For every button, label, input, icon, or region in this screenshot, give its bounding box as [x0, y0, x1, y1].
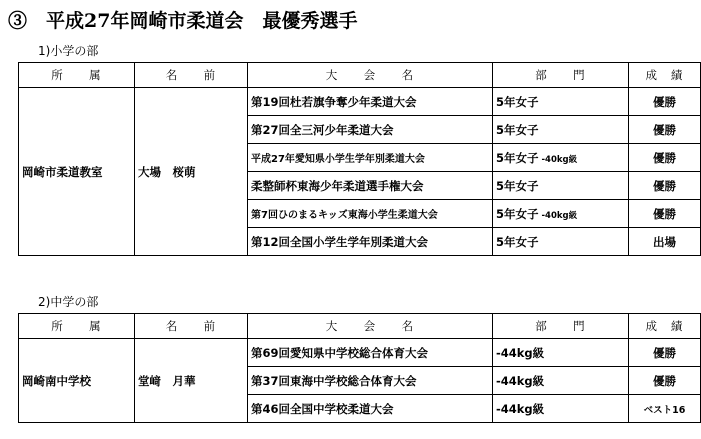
weight-class-text: -40kg級: [541, 154, 578, 165]
table-row: [19, 339, 701, 367]
division-text: 5年女子: [496, 94, 539, 109]
header-row: [19, 63, 701, 88]
header-tournament: 大 会 名: [248, 63, 493, 88]
division-cell: [493, 200, 629, 228]
division-text: 5年女子: [496, 178, 539, 193]
division-cell: -44kg級: [493, 339, 629, 367]
division-cell: -44kg級: [493, 367, 629, 395]
result-cell: ベスト16: [629, 395, 701, 423]
header-result: 成 績: [629, 314, 701, 339]
division-cell: [493, 116, 629, 144]
tournament-cell: 第46回全国中学校柔道大会: [248, 395, 493, 423]
header-name: 名 前: [135, 63, 248, 88]
division-text: 5年女子: [496, 150, 539, 165]
tournament-cell: 柔整師杯東海少年柔道選手権大会: [248, 172, 493, 200]
tournament-cell: 第37回東海中学校総合体育大会: [248, 367, 493, 395]
result-cell: 優勝: [629, 339, 701, 367]
result-cell: 優勝: [629, 144, 701, 172]
result-cell: 優勝: [629, 172, 701, 200]
table-row: [19, 88, 701, 116]
athlete-name-cell: 大場 桜萌: [135, 88, 248, 256]
header-division: 部 門: [493, 314, 629, 339]
elementary-table: [18, 62, 701, 256]
division-text: 5年女子: [496, 206, 539, 221]
header-affiliation: 所 属: [19, 314, 135, 339]
header-division: 部 門: [493, 63, 629, 88]
result-cell: 優勝: [629, 88, 701, 116]
affiliation-cell: 岡崎南中学校: [19, 339, 135, 423]
result-cell: 出場: [629, 228, 701, 256]
section-label-junior-high: 2)中学の部: [38, 295, 99, 309]
division-cell: [493, 228, 629, 256]
tournament-cell: 第19回杜若旗争奪少年柔道大会: [248, 88, 493, 116]
header-name: 名 前: [135, 314, 248, 339]
tournament-cell: 第27回全三河少年柔道大会: [248, 116, 493, 144]
weight-class-text: -40kg級: [541, 210, 578, 221]
tournament-cell: 平成27年愛知県小学生学年別柔道大会: [248, 144, 493, 172]
division-cell: [493, 144, 629, 172]
result-cell: 優勝: [629, 116, 701, 144]
page-title: ③ 平成27年岡崎市柔道会 最優秀選手: [8, 10, 358, 32]
header-affiliation: 所 属: [19, 63, 135, 88]
affiliation-cell: 岡崎市柔道教室: [19, 88, 135, 256]
junior-high-table: [18, 313, 701, 423]
tournament-cell: 第7回ひのまるキッズ東海小学生柔道大会: [248, 200, 493, 228]
tournament-cell: 第12回全国小学生学年別柔道大会: [248, 228, 493, 256]
header-result: 成 績: [629, 63, 701, 88]
division-cell: [493, 172, 629, 200]
result-cell: 優勝: [629, 200, 701, 228]
header-tournament: 大 会 名: [248, 314, 493, 339]
tournament-cell: 第69回愛知県中学校総合体育大会: [248, 339, 493, 367]
result-cell: 優勝: [629, 367, 701, 395]
division-cell: [493, 88, 629, 116]
division-text: 5年女子: [496, 234, 539, 249]
division-text: 5年女子: [496, 122, 539, 137]
division-cell: -44kg級: [493, 395, 629, 423]
section-label-elementary: 1)小学の部: [38, 44, 99, 58]
header-row: [19, 314, 701, 339]
athlete-name-cell: 堂﨑 月華: [135, 339, 248, 423]
